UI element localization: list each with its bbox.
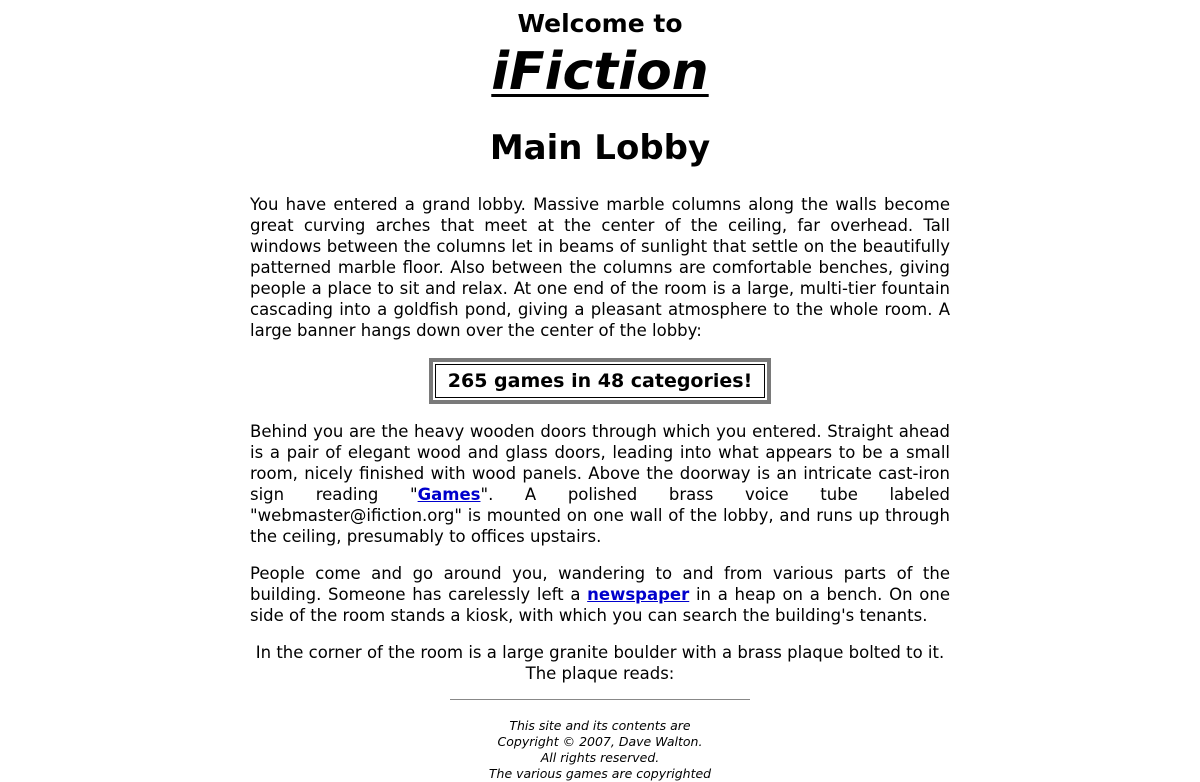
site-title — [0, 40, 1200, 104]
plaque-line: All rights reserved. — [540, 750, 660, 765]
plaque-line: This site and its contents are — [509, 718, 691, 733]
lobby-paragraph-1: You have entered a grand lobby. Massive marble columns along the walls become great curving arches that meet at the center of the ceiling, far overhead. Tall windows between the columns let in beams of sunlight that settle on the beautifully patterned marble floor. Also between the columns are comfortable benches, giving people a place to sit and relax. At one end of the room is a large, multi-tier fountain cascading into a goldfish pond, giving a pleasant atmosphere to the whole room. A large banner hangs down over the center of the lobby: — [250, 195, 950, 340]
divider — [450, 699, 750, 700]
paragraph-3-text-start: People come and go around you, wandering to and from various parts of the building. Someone has carelessly left a — [250, 564, 950, 604]
games-link[interactable]: Games — [417, 485, 481, 504]
plaque-line: Copyright © 2007, Dave Walton. — [497, 734, 703, 749]
banner — [429, 358, 771, 404]
banner-text: 265 games in 48 categories! — [435, 364, 765, 398]
plaque-line: The various games are copyrighted — [488, 766, 712, 781]
paragraph-2-text-start: Behind you are the heavy wooden doors through which you entered. Straight ahead is a pair of elegant wood and glass doors, leading into what appears to be a small room, nicely finished with wood panels. Above the doorway is an intricate cast-iron sign reading " — [250, 422, 950, 504]
site-title-link[interactable]: iFiction — [491, 42, 709, 102]
lobby-paragraph-2 — [250, 421, 950, 547]
lobby-paragraph-4: In the corner of the room is a large granite boulder with a brass plaque bolted to it. The plaque reads: — [255, 643, 945, 683]
room-title: Main Lobby — [489, 128, 711, 168]
lobby-description — [250, 194, 950, 684]
plaque-text — [0, 718, 1200, 782]
paragraph-2-text-end: ". A polished brass voice tube labeled "webmaster@ifiction.org" is mounted on one wall of the lobby, and runs up through the ceiling, presumably to offices upstairs. — [250, 485, 950, 546]
newspaper-link[interactable]: newspaper — [587, 585, 690, 604]
paragraph-3-text-end: in a heap on a bench. On one side of the room stands a kiosk, with which you can search the building's tenants. — [250, 585, 950, 625]
banner-wrap — [250, 358, 950, 404]
lobby-paragraph-3 — [250, 563, 950, 626]
welcome-heading: Welcome to — [517, 9, 683, 38]
